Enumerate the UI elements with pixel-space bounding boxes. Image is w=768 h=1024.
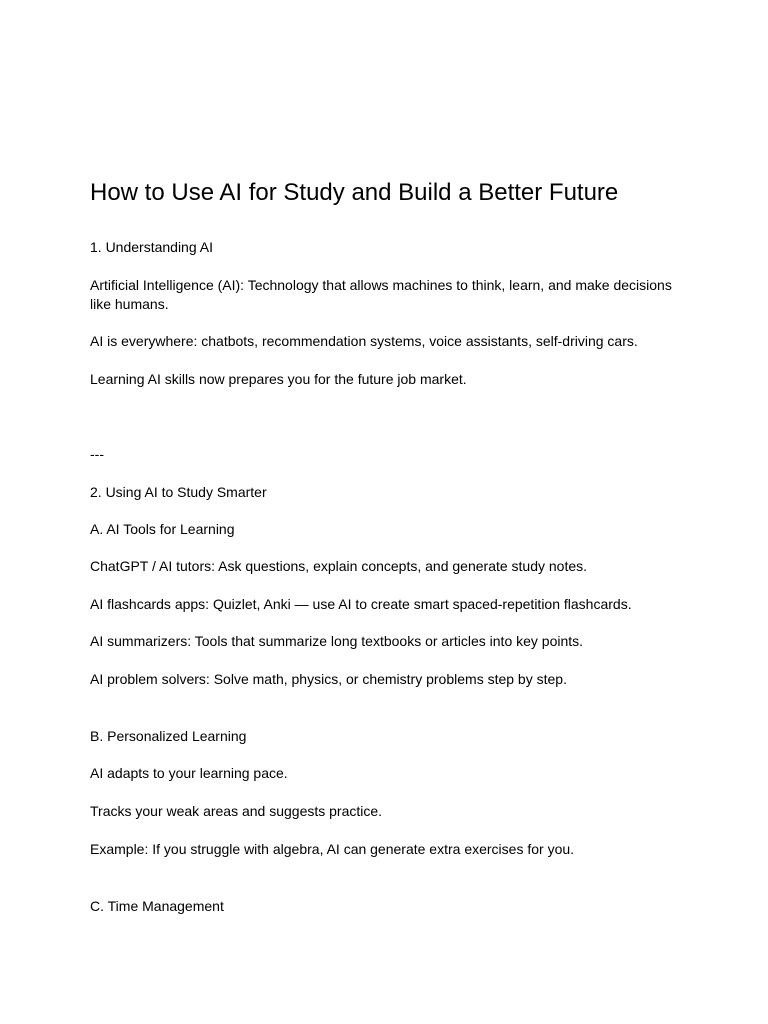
section-separator: --- [90, 446, 104, 462]
subsection-a-heading: A. AI Tools for Learning [90, 521, 235, 537]
document-title: How to Use AI for Study and Build a Better Future [90, 179, 619, 206]
subsection-a-paragraph-4: AI problem solvers: Solve math, physics, or chemistry problems step by step. [90, 671, 567, 687]
subsection-a-paragraph-3: AI summarizers: Tools that summarize long textbooks or articles into key points. [90, 633, 584, 649]
section-1-heading: 1. Understanding AI [90, 239, 213, 255]
subsection-b-heading: B. Personalized Learning [90, 728, 247, 744]
section-2-heading: 2. Using AI to Study Smarter [90, 484, 267, 500]
subsection-a-paragraph-1: ChatGPT / AI tutors: Ask questions, explain concepts, and generate study notes. [90, 558, 588, 574]
subsection-b-paragraph-3: Example: If you struggle with algebra, AI can generate extra exercises for you. [90, 841, 575, 857]
subsection-b-paragraph-1: AI adapts to your learning pace. [90, 765, 288, 781]
section-1-paragraph-1: Artificial Intelligence (AI): Technology that allows machines to think, learn, and make decisions like humans. [90, 277, 672, 312]
section-1-paragraph-2: AI is everywhere: chatbots, recommendation systems, voice assistants, self-driving cars. [90, 333, 638, 349]
subsection-c-heading: C. Time Management [90, 898, 224, 914]
subsection-b-paragraph-2: Tracks your weak areas and suggests practice. [90, 803, 383, 819]
subsection-a-paragraph-2: AI flashcards apps: Quizlet, Anki — use AI to create smart spaced-repetition flashcards. [90, 596, 632, 612]
section-1-paragraph-3: Learning AI skills now prepares you for the future job market. [90, 371, 467, 387]
